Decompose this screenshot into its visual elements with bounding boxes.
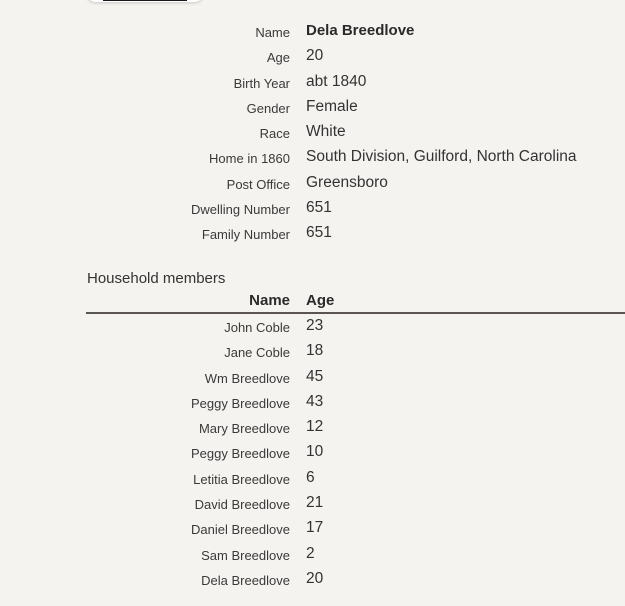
table-row: [0, 368, 625, 393]
button-underline: [103, 0, 187, 1]
record-details: [0, 21, 625, 249]
member-name: Letitia Breedlove: [193, 471, 290, 487]
column-header-age: Age: [306, 292, 335, 309]
member-age: 45: [306, 367, 324, 385]
table-row: [0, 545, 625, 570]
member-age: 2: [306, 544, 315, 562]
detail-label: Name: [255, 25, 290, 40]
member-age: 43: [306, 392, 324, 410]
header-divider: [86, 312, 625, 314]
table-row: [0, 393, 625, 418]
detail-row-birth-year: [0, 72, 625, 97]
household-section-title: Household members: [87, 270, 226, 287]
member-name: Wm Breedlove: [204, 370, 290, 386]
table-row: [0, 494, 625, 519]
member-name: David Breedlove: [194, 497, 290, 513]
member-age: 18: [306, 342, 324, 360]
detail-value: 20: [306, 47, 324, 65]
table-row: [0, 469, 625, 494]
member-age: 21: [306, 494, 324, 512]
member-name: Jane Coble: [224, 345, 290, 361]
member-name: Dela Breedlove: [201, 572, 290, 588]
detail-value: 651: [306, 199, 332, 217]
table-row: [0, 342, 625, 367]
column-header-name: Name: [249, 292, 290, 309]
detail-row-family-number: [0, 223, 625, 248]
detail-label: Dwelling Number: [191, 202, 290, 218]
table-row: [0, 519, 625, 544]
household-table: [0, 317, 625, 595]
detail-label: Family Number: [201, 227, 290, 243]
table-row: [0, 418, 625, 443]
detail-value: Dela Breedlove: [306, 22, 415, 39]
detail-value: Greensboro: [306, 173, 388, 191]
member-name: Sam Breedlove: [201, 547, 290, 563]
detail-label: Post Office: [226, 176, 290, 192]
member-age: 6: [306, 468, 315, 486]
detail-row-dwelling-number: [0, 198, 625, 223]
detail-row-gender: [0, 97, 625, 122]
detail-value: abt 1840: [306, 72, 367, 90]
detail-label: Birth Year: [233, 75, 290, 91]
member-age: 17: [306, 519, 324, 537]
detail-label: Age: [266, 50, 290, 66]
member-age: 10: [306, 443, 324, 461]
member-age: 23: [306, 317, 324, 334]
table-row: [0, 317, 625, 342]
detail-row-race: [0, 122, 625, 147]
detail-value: Female: [306, 97, 358, 115]
detail-value: South Division, Guilford, North Carolina: [306, 148, 577, 166]
detail-row-home: [0, 147, 625, 172]
member-name: Daniel Breedlove: [190, 522, 290, 538]
member-name: John Coble: [224, 320, 290, 335]
detail-row-age: [0, 46, 625, 71]
member-age: 12: [306, 418, 324, 436]
detail-label: Gender: [246, 100, 290, 116]
member-name: Peggy Breedlove: [190, 446, 290, 462]
detail-value: White: [306, 123, 346, 141]
table-row: [0, 443, 625, 468]
detail-row-name: [0, 21, 625, 46]
household-table-header: [0, 291, 625, 313]
detail-label: Race: [259, 126, 290, 142]
detail-value: 651: [306, 224, 332, 242]
detail-label: Home in 1860: [209, 151, 290, 167]
detail-row-post-office: [0, 173, 625, 198]
table-row: [0, 570, 625, 595]
member-name: Peggy Breedlove: [190, 395, 290, 411]
member-name: Mary Breedlove: [198, 421, 290, 437]
member-age: 20: [306, 569, 324, 587]
top-action-button[interactable]: [86, 0, 204, 2]
